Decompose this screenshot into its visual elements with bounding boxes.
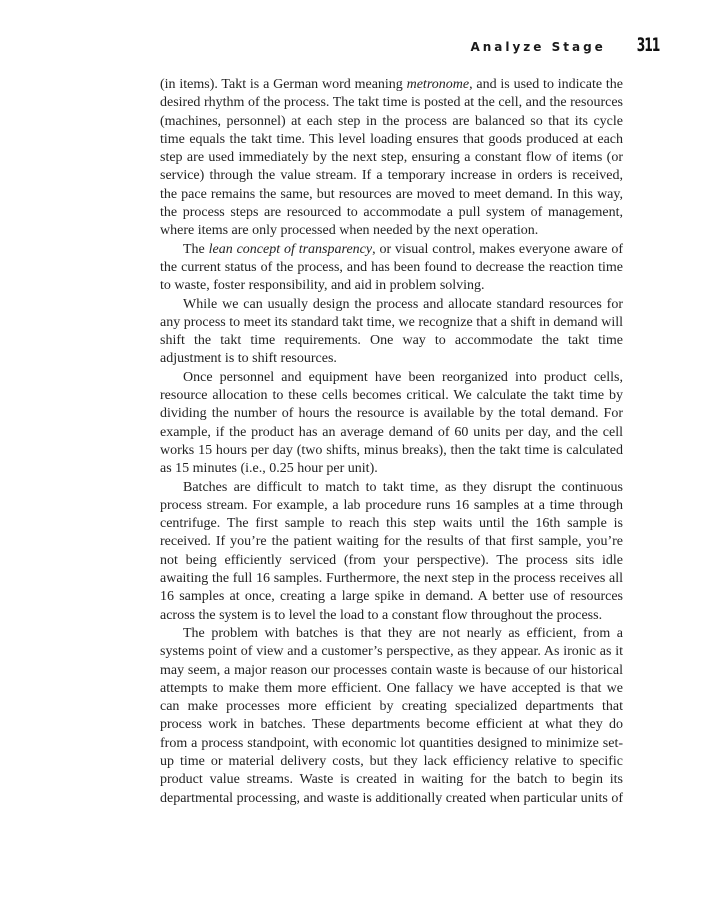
paragraph-2-text: The xyxy=(183,241,209,257)
paragraph-3-text: While we can usually design the process and allocate standard resources for any process to meet its standard takt time, we recognize that a shift in demand will shift the takt time requirements. One way to accommodate the takt time adjustment is to shift resources. xyxy=(160,296,623,367)
paragraph-1-text-cont: , and is used to indicate the desired rhythm of the process. The takt time is posted at the cell, and the resources (machines, personnel) at each step in the process are balanced so that its cycle time equals the takt time. This level loading ensures that goods produced at each step are used immediately by the next step, ensuring a constant flow of items (or service) through the value stream. If a temporary increase in orders is received, the pace remains the same, but resources are moved to meet demand. In this way, the process steps are resourced to accommodate a pull system of management, where items are only processed when needed by the next operation. xyxy=(160,77,623,239)
term-lean-concept-of-transparency: lean concept of transparency xyxy=(208,241,373,257)
paragraph-6-text: The problem with batches is that they are not nearly as efficient, from a systems point of view and a customer’s perspective, as they appear. As ironic as it may seem, a major reason our processes contain waste is because of our historical attempts to make them more efficient. One fallacy we have accepted is that we can make processes more efficient by creating specialized departments that process work in batches. These departments become efficient at what they do from a process standpoint, with economic lot quantities designed to minimize set-up time or material delivery costs, but they lack efficiency relative to specific product value streams. Waste is created in waiting for the batch to begin its departmental processing, and waste is additionally created when particular units of xyxy=(160,625,624,806)
page-number: 311 xyxy=(636,34,659,56)
paragraph-5 xyxy=(160,479,623,625)
paragraph-1 xyxy=(160,76,623,241)
paragraph-4-text: Once personnel and equipment have been reorganized into product cells, resource allocation to these cells becomes critical. We calculate the takt time by dividing the number of hours the resource is available by the total demand. For example, if the product has an average demand of 60 units per day, and the cell works 15 hours per day (two shifts, minus breaks), then the takt time is calculated as 15 minutes (i.e., 0.25 hour per unit). xyxy=(160,369,623,477)
paragraph-6 xyxy=(160,625,623,808)
paragraph-1-text: (in items). Takt is a German word meaning xyxy=(160,77,407,92)
running-head xyxy=(470,34,659,56)
paragraph-5-text: Batches are difficult to match to takt time, as they disrupt the continuous process stream. For example, a lab procedure runs 16 samples at a time through centrifuge. The first sample to reach this step waits until the 16th sample is received. If you’re the patient waiting for the results of that first sample, you’re not being efficiently serviced (from your perspective). The process sits idle awaiting the full 16 samples. Furthermore, the next step in the process receives all 16 samples at once, creating a large spike in demand. A better use of resources across the system is to level the load to a constant flow throughout the process. xyxy=(160,479,623,623)
paragraph-2 xyxy=(160,241,623,296)
term-metronome: metronome xyxy=(406,77,470,92)
body-text xyxy=(160,76,623,808)
paragraph-4 xyxy=(160,369,623,479)
chapter-title: Analyze Stage xyxy=(470,40,606,54)
paragraph-3 xyxy=(160,296,623,369)
paragraph-2-text-cont: , or visual control, makes everyone aware of the current status of the process, and has been found to decrease the reaction time to waste, foster responsibility, and aid in problem solving. xyxy=(160,241,624,294)
